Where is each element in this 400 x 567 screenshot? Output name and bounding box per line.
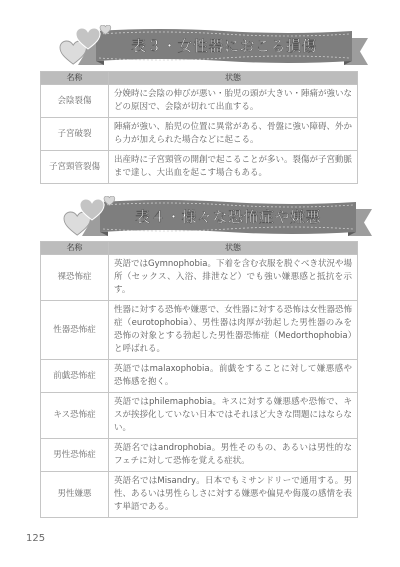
header-name: 名称 [41, 242, 109, 255]
table3-title-banner [58, 25, 368, 69]
table4-title-banner [62, 196, 372, 240]
injury-table [40, 71, 358, 184]
page-number: 125 [26, 533, 46, 544]
row-name: 子宮破裂 [41, 118, 109, 151]
table-row [41, 118, 358, 151]
header-name: 名称 [41, 72, 109, 85]
row-name: 子宮頸管裂傷 [41, 151, 109, 184]
table-row [41, 151, 358, 184]
table-row [41, 301, 358, 360]
table-row [41, 472, 358, 518]
table-row [41, 439, 358, 472]
header-state: 状態 [109, 72, 358, 85]
row-state: 陣痛が強い、胎児の位置に異常がある、骨盤に強い障碍、外から力が加えられた場合などに起こる。 [109, 118, 358, 151]
row-name: キス恐怖症 [41, 393, 109, 439]
row-name: 男性恐怖症 [41, 439, 109, 472]
table-row [41, 255, 358, 301]
row-name: 性器恐怖症 [41, 301, 109, 360]
row-name: 男性嫌悪 [41, 472, 109, 518]
row-state: 性器に対する恐怖や嫌悪で、女性器に対する恐怖は女性器恐怖症（eurotophobia）、男性器は肉厚が勃起した男性器のみを恐怖の対象とする勃起した男性器恐怖症（Medorthophobia）と呼ばれる。 [109, 301, 358, 360]
table-header [41, 72, 358, 85]
table4-title: 表４・様々な恐怖症や嫌悪 [134, 208, 321, 226]
table-header [41, 242, 358, 255]
row-state: 英語名ではMisandry。日本でもミサンドリーで通用する。男性、あるいは男性らしさに対する嫌悪や偏見や侮蔑の感情を表す単語である。 [109, 472, 358, 518]
row-name: 裸恐怖症 [41, 255, 109, 301]
row-name: 会陰裂傷 [41, 85, 109, 118]
table3-title: 表３・女性器におこる損傷 [130, 37, 317, 55]
row-name: 前戯恐怖症 [41, 360, 109, 393]
row-state: 分娩時に会陰の伸びが悪い・胎児の頭が大きい・陣痛が強いなどの原因で、会陰が切れて出血する。 [109, 85, 358, 118]
row-state: 英語名ではandrophobia。男性そのもの、あるいは男性的なフェチに対して恐怖を覚える症状。 [109, 439, 358, 472]
table-header-row [41, 72, 358, 85]
row-state: 英語ではGymnophobia。下着を含む衣服を脱ぐべき状況や場所（セックス、入浴、排泄など）でも強い嫌悪感と抵抗を示す。 [109, 255, 358, 301]
table-row [41, 85, 358, 118]
table-row [41, 393, 358, 439]
row-state: 英語ではmalaxophobia。前戯をすることに対して嫌悪感や恐怖感を抱く。 [109, 360, 358, 393]
table-row [41, 360, 358, 393]
header-state: 状態 [109, 242, 358, 255]
table-body [41, 255, 358, 518]
row-state: 出産時に子宮頸管の開創で起こることが多い。裂傷が子宮動脈まで達し、大出血を起こす場合もある。 [109, 151, 358, 184]
table-body [41, 85, 358, 184]
row-state: 英語ではphilemaphobia。キスに対する嫌悪感や恐怖で、キスが挨拶化していない日本ではそれほど大きな問題にはならない。 [109, 393, 358, 439]
table-header-row [41, 242, 358, 255]
phobia-table [40, 241, 358, 518]
